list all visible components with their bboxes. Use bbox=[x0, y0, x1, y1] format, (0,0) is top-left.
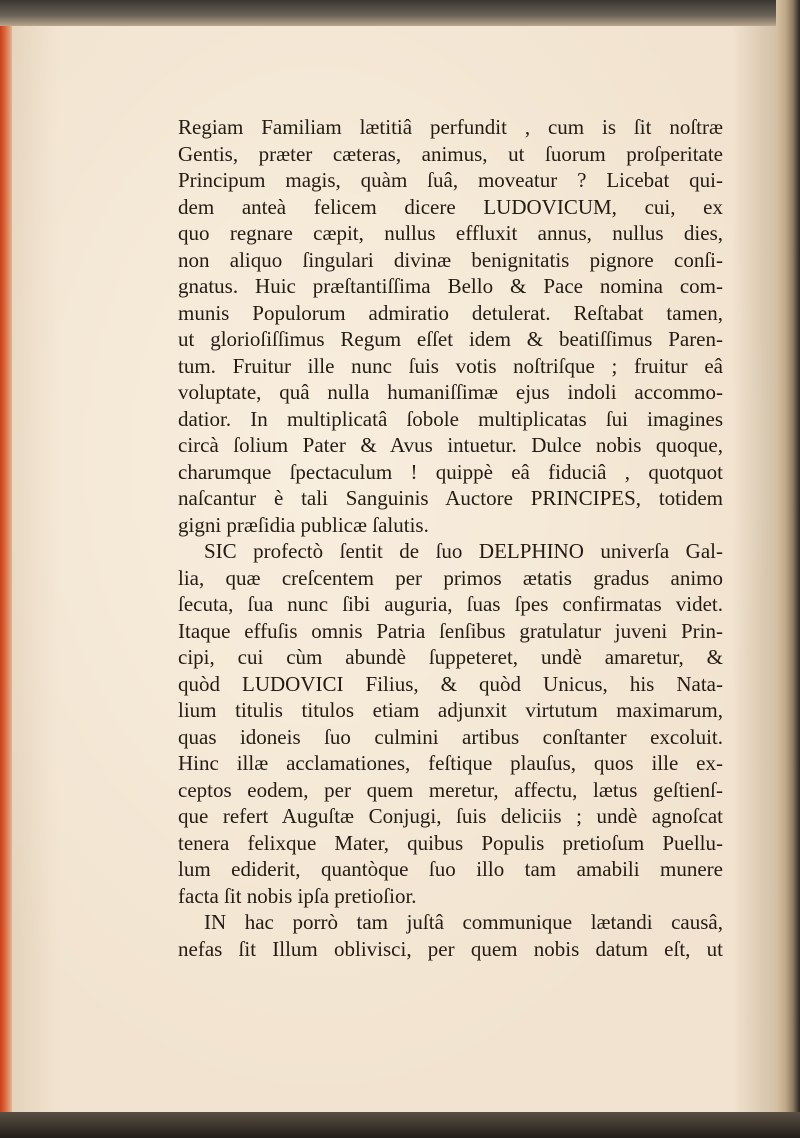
text-line: dem anteà felicem dicere LUDOVICUM, cui, ex bbox=[178, 194, 723, 219]
text-line: Regiam Familiam lætitiâ perfundit , cum is ſit noſtræ bbox=[178, 115, 723, 139]
text-line: charumque ſpectaculum ! quippè eâ fiduciâ , quotquot bbox=[178, 459, 723, 484]
text-line: lum ediderit, quantòque ſuo illo tam amabili munere bbox=[178, 857, 723, 881]
text-line: munis Populorum admiratio detulerat. Reſtabat tamen, bbox=[178, 300, 723, 325]
text-line: nefas ſit Illum oblivisci, per quem nobis datum eſt, ut bbox=[178, 936, 723, 961]
text-line: quo regnare cæpit, nullus effluxit annus, nullus dies, bbox=[178, 221, 723, 245]
text-line: non aliquo ſingulari divinæ benignitatis pignore conſi- bbox=[178, 247, 723, 272]
text-line: tenera felixque Mater, quibus Populis pretioſum Puellu- bbox=[178, 830, 723, 855]
text-line: tum. Fruitur ille nunc ſuis votis noſtriſque ; fruitur eâ bbox=[178, 353, 723, 378]
text-line: circà ſolium Pater & Avus intuetur. Dulce nobis quoque, bbox=[178, 433, 723, 457]
paragraph-start-line: SIC profectò ſentit de ſuo DELPHINO univerſa Gal- bbox=[204, 539, 723, 563]
bottom-page-edge bbox=[0, 1112, 800, 1138]
text-line: datior. In multiplicatâ ſobole multiplicatas ſui imagines bbox=[178, 406, 723, 431]
text-line: Principum magis, quàm ſuâ, moveatur ? Licebat qui- bbox=[178, 168, 723, 192]
paragraph-end-line: facta ſit nobis ipſa pretioſior. bbox=[178, 883, 417, 908]
text-line: naſcantur è tali Sanguinis Auctore PRINCIPES, totidem bbox=[178, 486, 723, 510]
body-text bbox=[178, 114, 723, 962]
book-binding-edge bbox=[0, 0, 12, 1138]
paragraph-end-line: gigni præſidia publicæ ſalutis. bbox=[178, 512, 429, 537]
text-line: lia, quæ creſcentem per primos ætatis gradus animo bbox=[178, 565, 723, 590]
text-line: voluptate, quâ nulla humaniſſimæ ejus indoli accommo- bbox=[178, 380, 723, 404]
text-line: ceptos eodem, per quem meretur, affectu, lætus geſtienſ- bbox=[178, 777, 723, 802]
text-line: Itaque effuſis omnis Patria ſenſibus gratulatur juveni Prin- bbox=[178, 618, 723, 643]
text-line: ut glorioſiſſimus Regum eſſet idem & beatiſſimus Paren- bbox=[178, 327, 723, 351]
text-line: Hinc illæ acclamationes, feſtique plauſus, quos ille ex- bbox=[178, 751, 723, 775]
text-line: ſecuta, ſua nunc ſibi auguria, ſuas ſpes confirmatas videt. bbox=[178, 592, 723, 616]
paragraph-start-line: IN hac porrò tam juſtâ communique lætandi causâ, bbox=[204, 910, 723, 934]
text-line: quòd LUDOVICI Filius, & quòd Unicus, his Nata- bbox=[178, 671, 723, 696]
text-line: lium titulis titulos etiam adjunxit virtutum maximarum, bbox=[178, 698, 723, 722]
text-line: que refert Auguſtæ Conjugi, ſuis deliciis ; undè agnoſcat bbox=[178, 804, 723, 828]
text-line: quas idoneis ſuo culmini artibus conſtanter excoluit. bbox=[178, 724, 723, 749]
text-line: cipi, cui cùm abundè ſuppeteret, undè amaretur, & bbox=[178, 645, 723, 669]
right-page-edges bbox=[776, 0, 800, 1138]
top-page-edge bbox=[0, 0, 800, 26]
text-line: Gentis, præter cæteras, animus, ut ſuorum proſperitate bbox=[178, 141, 723, 166]
text-line: gnatus. Huic præſtantiſſima Bello & Pace nomina com- bbox=[178, 274, 723, 298]
